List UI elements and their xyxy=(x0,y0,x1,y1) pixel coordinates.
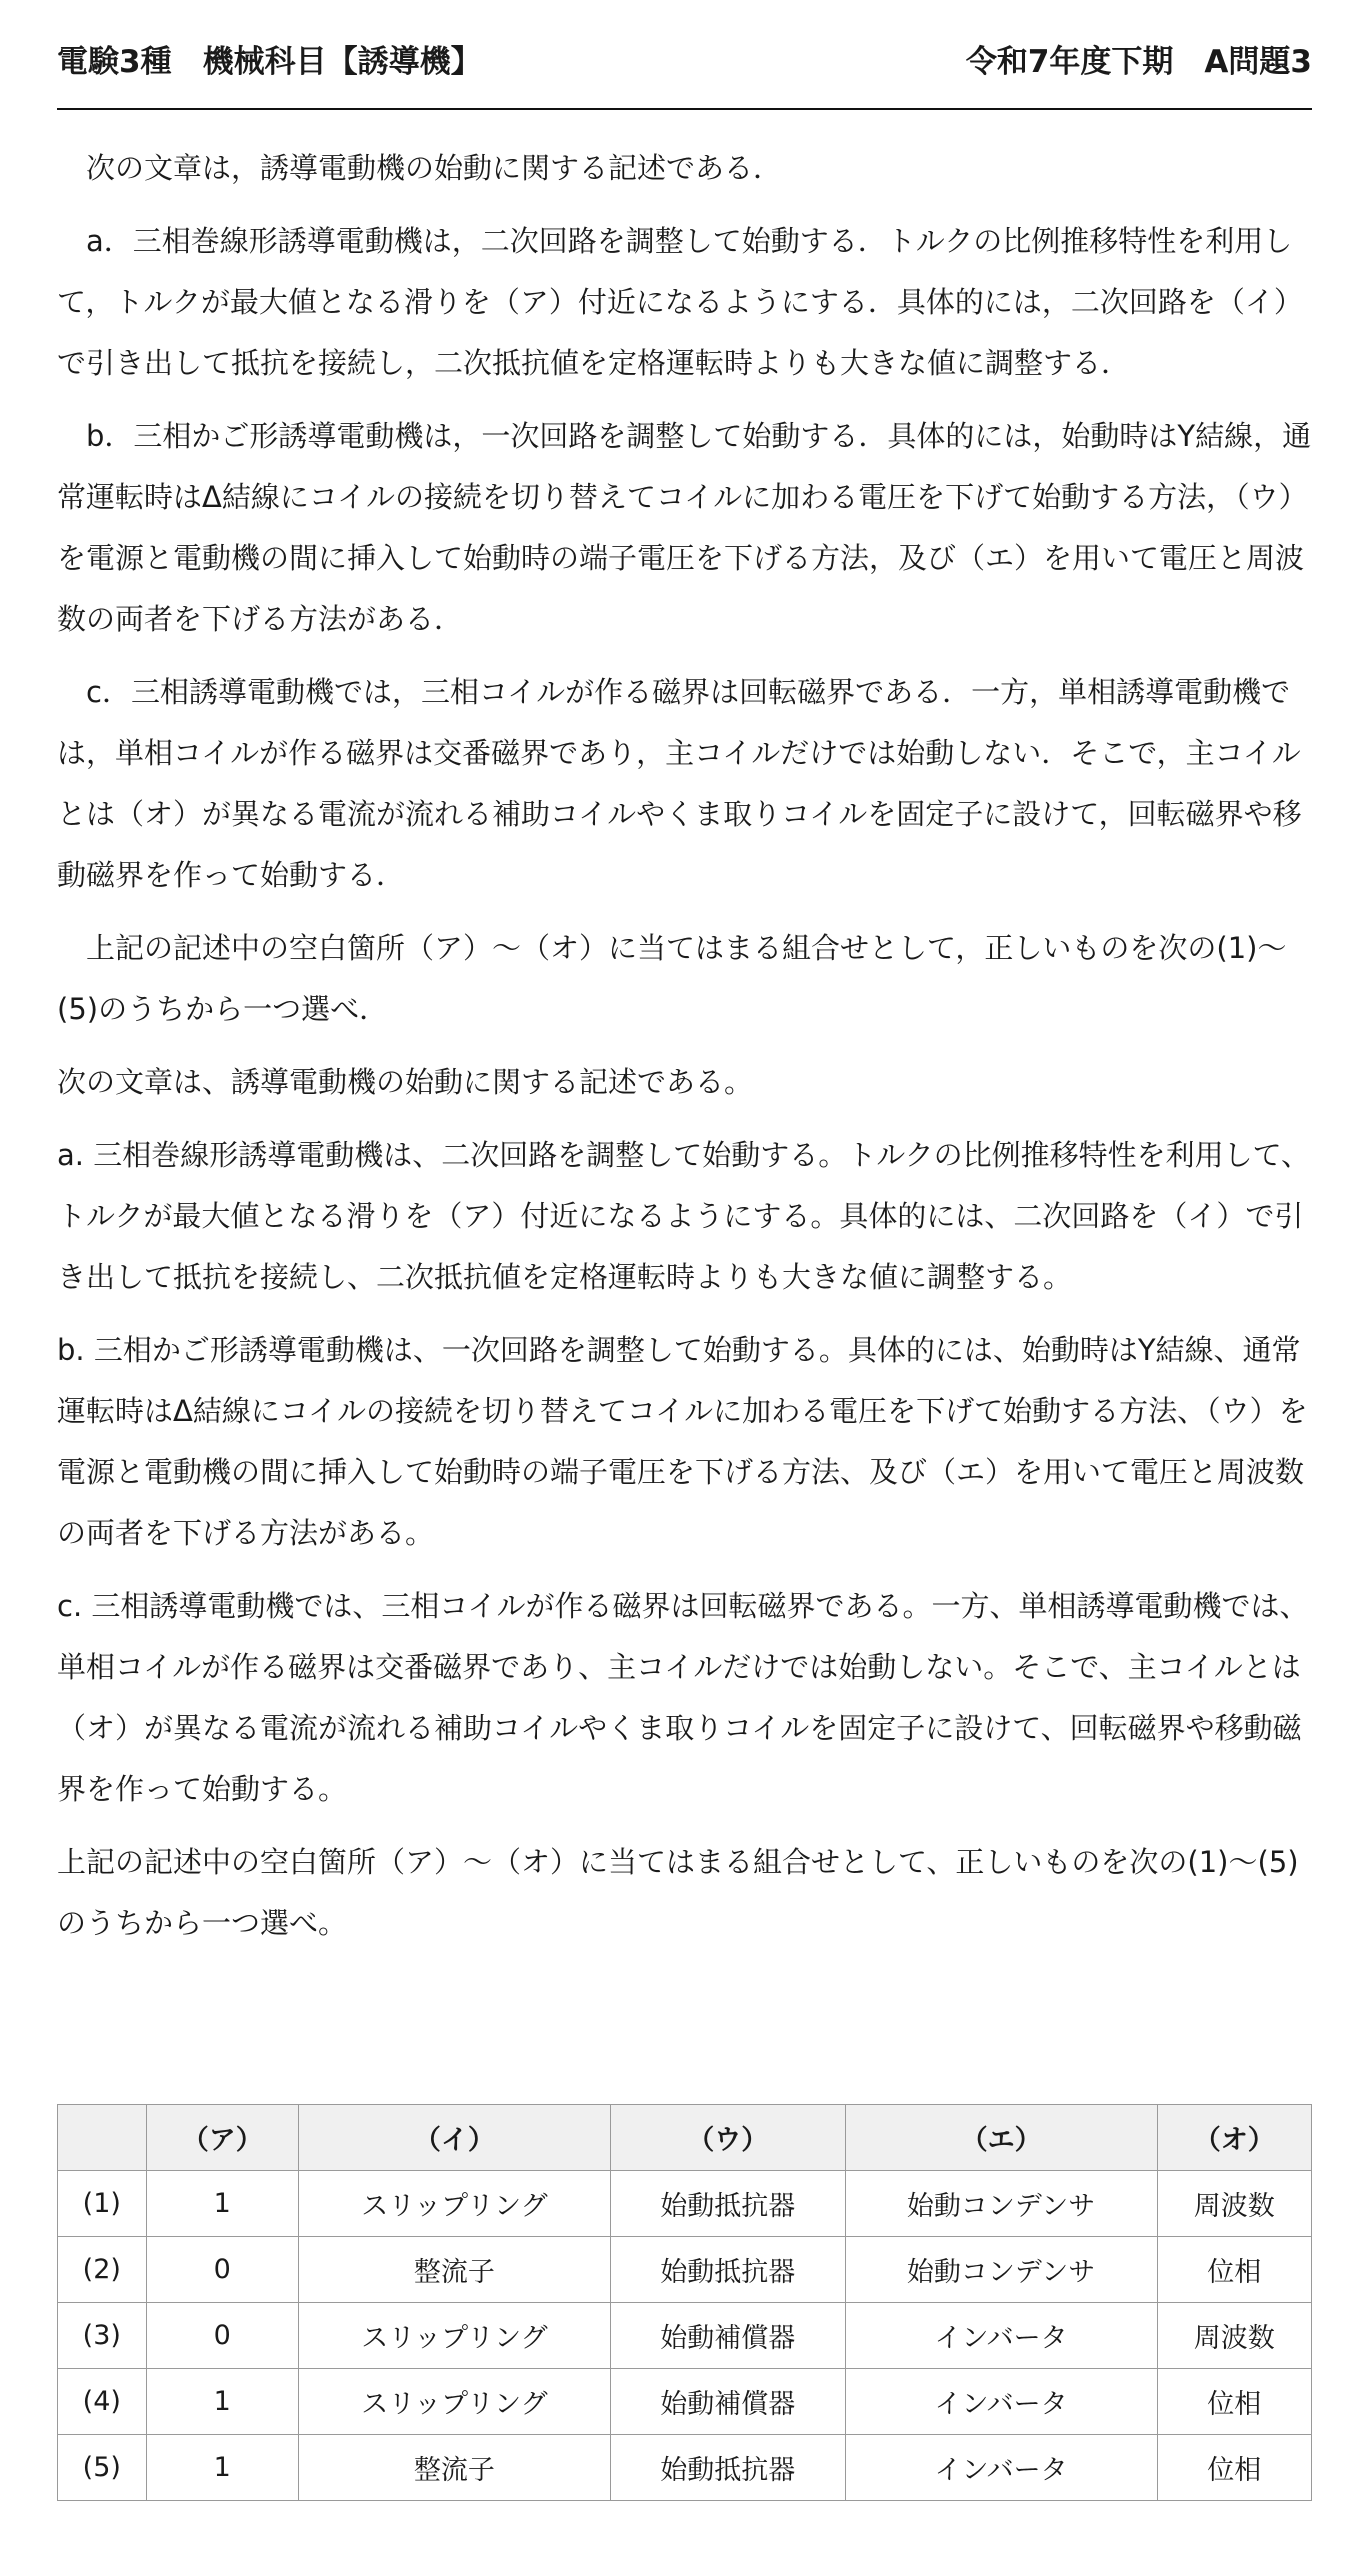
table-cell: 位相 xyxy=(1157,2435,1311,2501)
table-cell: 0 xyxy=(146,2237,298,2303)
table-cell: 周波数 xyxy=(1157,2303,1311,2369)
table-cell: 始動コンデンサ xyxy=(845,2237,1157,2303)
table-cell: インバータ xyxy=(845,2369,1157,2435)
table-cell: インバータ xyxy=(845,2435,1157,2501)
table-cell: 整流子 xyxy=(298,2435,610,2501)
table-cell: スリップリング xyxy=(298,2369,610,2435)
table-cell: 1 xyxy=(146,2171,298,2237)
paragraph: a. 三相巻線形誘導電動機は、二次回路を調整して始動する。トルクの比例推移特性を利用して、トルクが最大値となる滑りを（ア）付近になるようにする。具体的には、二次回路を（イ）で引き出して抵抗を接続し、二次抵抗値を定格運転時よりも大きな値に調整する。 xyxy=(57,1138,1311,1294)
header-cell: （ウ） xyxy=(610,2105,845,2171)
paragraph: 上記の記述中の空白箇所（ア）～（オ）に当てはまる組合せとして，正しいものを次の(1)～(5)のうちから一つ選べ． xyxy=(57,931,1287,1026)
paragraph: 上記の記述中の空白箇所（ア）～（オ）に当てはまる組合せとして、正しいものを次の(1)～(5)のうちから一つ選べ。 xyxy=(57,1845,1299,1940)
table-cell: 始動抵抗器 xyxy=(610,2435,845,2501)
table-cell: 位相 xyxy=(1157,2369,1311,2435)
table-header-row xyxy=(58,2105,1312,2171)
choice-number: (4) xyxy=(58,2369,147,2435)
table-cell: 1 xyxy=(146,2369,298,2435)
table-row xyxy=(58,2369,1312,2435)
header-divider xyxy=(57,108,1312,110)
paragraph: b．三相かご形誘導電動機は，一次回路を調整して始動する．具体的には，始動時はY結線，通常運転時はΔ結線にコイルの接続を切り替えてコイルに加わる電圧を下げて始動する方法，（ウ）を電源と電動機の間に挿入して始動時の端子電圧を下げる方法，及び（エ）を用いて電圧と周波数の両者を下げる方法がある． xyxy=(57,419,1312,636)
table-cell: インバータ xyxy=(845,2303,1157,2369)
table-row xyxy=(58,2237,1312,2303)
choice-number: (5) xyxy=(58,2435,147,2501)
choice-number: (2) xyxy=(58,2237,147,2303)
table-cell: 始動抵抗器 xyxy=(610,2237,845,2303)
table-cell: スリップリング xyxy=(298,2171,610,2237)
header-cell: （ア） xyxy=(146,2105,298,2171)
table-cell: 1 xyxy=(146,2435,298,2501)
paragraph: c．三相誘導電動機では，三相コイルが作る磁界は回転磁界である．一方，単相誘導電動機では，単相コイルが作る磁界は交番磁界であり，主コイルだけでは始動しない．そこで，主コイルとは（オ）が異なる電流が流れる補助コイルやくま取りコイルを固定子に設けて，回転磁界や移動磁界を作って始動する． xyxy=(57,675,1302,892)
paragraph: a．三相巻線形誘導電動機は，二次回路を調整して始動する．トルクの比例推移特性を利用して，トルクが最大値となる滑りを（ア）付近になるようにする．具体的には，二次回路を（イ）で引き出して抵抗を接続し，二次抵抗値を定格運転時よりも大きな値に調整する． xyxy=(57,224,1303,380)
choice-number: (3) xyxy=(58,2303,147,2369)
paragraph: 次の文章は、誘導電動機の始動に関する記述である。 xyxy=(57,1065,754,1099)
header-question-id: 令和7年度下期 A問題3 xyxy=(965,43,1312,80)
paragraph: 次の文章は，誘導電動機の始動に関する記述である． xyxy=(86,151,783,185)
table-row xyxy=(58,2171,1312,2237)
header-cell: （エ） xyxy=(845,2105,1157,2171)
question-text xyxy=(57,138,1312,1966)
table-cell: 周波数 xyxy=(1157,2171,1311,2237)
table-row xyxy=(58,2303,1312,2369)
table-cell: 始動補償器 xyxy=(610,2369,845,2435)
header-cell: （オ） xyxy=(1157,2105,1311,2171)
table-cell: 0 xyxy=(146,2303,298,2369)
header-subject: 電験3種 機械科目【誘導機】 xyxy=(57,43,482,80)
table-row xyxy=(58,2435,1312,2501)
answer-choices-table xyxy=(57,2104,1312,2501)
table-cell: スリップリング xyxy=(298,2303,610,2369)
table-cell: 位相 xyxy=(1157,2237,1311,2303)
paragraph: b. 三相かご形誘導電動機は、一次回路を調整して始動する。具体的には、始動時はY結線、通常運転時はΔ結線にコイルの接続を切り替えてコイルに加わる電圧を下げて始動する方法、（ウ）を電源と電動機の間に挿入して始動時の端子電圧を下げる方法、及び（エ）を用いて電圧と周波数の両者を下げる方法がある。 xyxy=(57,1333,1308,1550)
header-cell-blank xyxy=(58,2105,147,2171)
table-cell: 始動補償器 xyxy=(610,2303,845,2369)
table-cell: 始動抵抗器 xyxy=(610,2171,845,2237)
table-cell: 始動コンデンサ xyxy=(845,2171,1157,2237)
header-cell: （イ） xyxy=(298,2105,610,2171)
choice-number: (1) xyxy=(58,2171,147,2237)
table-cell: 整流子 xyxy=(298,2237,610,2303)
page-header xyxy=(57,38,1312,78)
paragraph: c. 三相誘導電動機では、三相コイルが作る磁界は回転磁界である。一方、単相誘導電動機では、単相コイルが作る磁界は交番磁界であり、主コイルだけでは始動しない。そこで、主コイルとは（オ）が異なる電流が流れる補助コイルやくま取りコイルを固定子に設けて、回転磁界や移動磁界を作って始動する。 xyxy=(57,1589,1309,1806)
